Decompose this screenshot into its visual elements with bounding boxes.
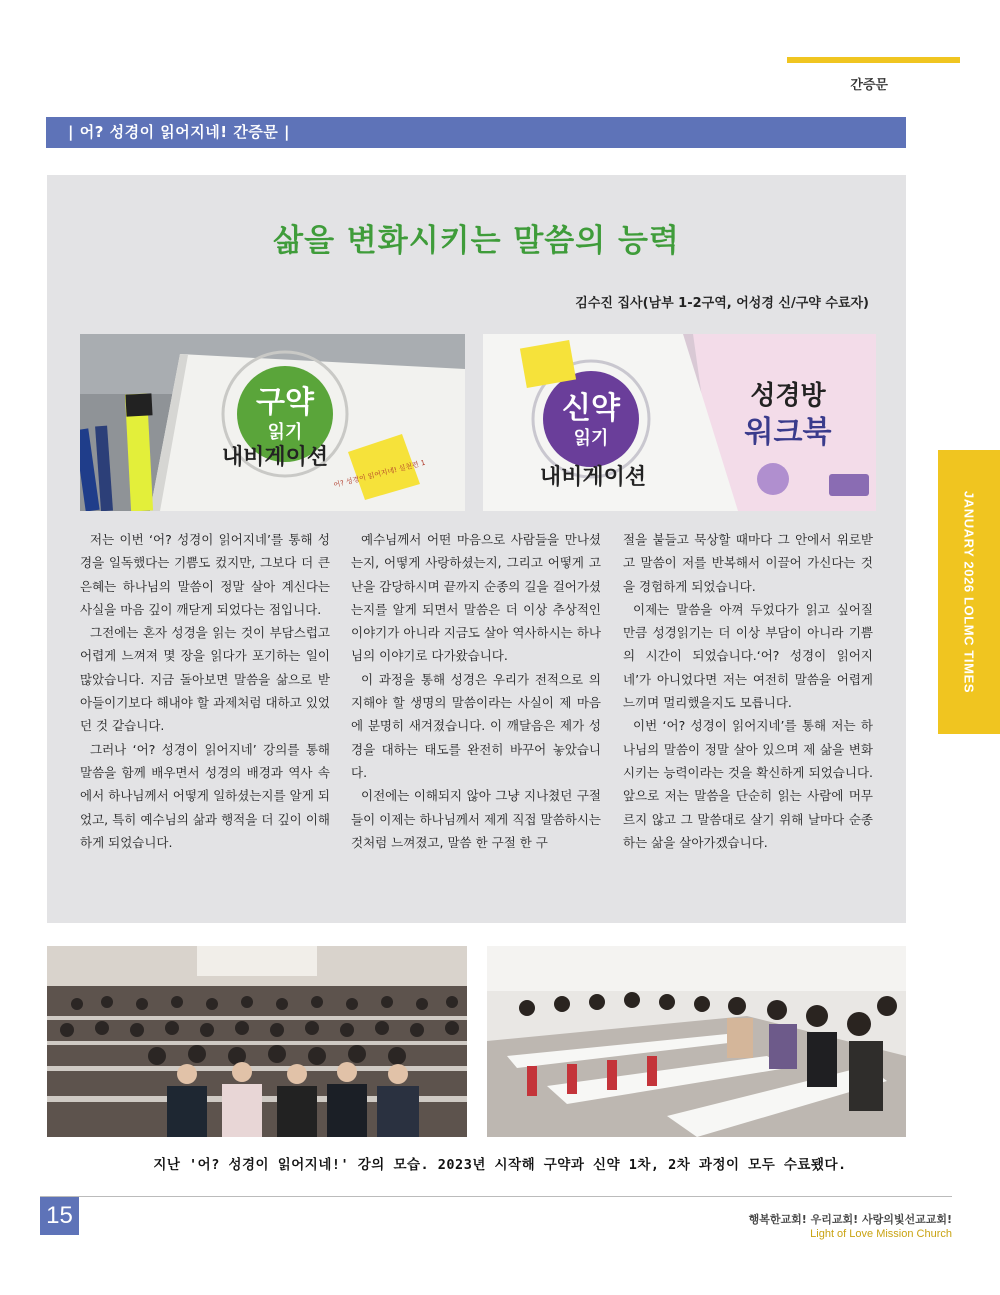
- left-cover-sticker: 어? 성경이 읽어지네! 실천편 1: [332, 458, 427, 490]
- article-byline: 김수진 집사(남부 1-2구역, 어성경 신/구약 수료자): [575, 296, 869, 311]
- photo-class-in-session: [487, 946, 906, 1137]
- article-column-3: [623, 528, 873, 854]
- paragraph: 그러나 ‘어? 성경이 읽어지네’ 강의를 통해 말씀을 함께 배우면서 성경의 배경과 역사 속에서 하나님께서 어떻게 일하셨는지를 알게 되었고, 특히 예수님의 삶과 행적을 더 깊이 이해하게 되었습니다.: [80, 741, 330, 850]
- photo-old-testament-book: [80, 334, 465, 511]
- article-column-1: [80, 528, 330, 854]
- page-number: 15: [40, 1197, 79, 1235]
- paragraph: 이제는 말씀을 아껴 두었다가 읽고 싶어질 만큼 성경읽기는 더 이상 부담이 아니라 기쁨의 시간이 되었습니다.‘어? 성경이 읽어지네’가 아니었다면 저는 여전히 말씀을 어렵게 느끼며 멀리했을지도 모릅니다.: [623, 601, 873, 711]
- paragraph: 그전에는 혼자 성경을 읽는 것이 부담스럽고 어렵게 느껴져 몇 장을 읽다가 포기하는 일이 많았습니다. 지금 돌아보면 말씀을 삶으로 받아들이기보다 해내야 할 과제처럼 대하고 있었던 것 같습니다.: [80, 625, 330, 734]
- right-cover-big-text: 신약: [562, 391, 620, 426]
- footer-rule: [40, 1196, 952, 1197]
- paragraph: 절을 붙들고 묵상할 때마다 그 안에서 위로받고 말씀이 저를 반복해서 이끌어 가신다는 것을 경험하게 되었습니다.: [623, 532, 873, 594]
- left-cover-small-text: 읽기: [267, 422, 303, 443]
- left-cover-big-text: 구약: [256, 385, 314, 420]
- paragraph: 저는 이번 ‘어? 성경이 읽어지네’를 통해 성경을 일독했다는 기쁨도 컸지만, 그보다 더 큰 은혜는 하나님의 말씀이 정말 살아 계신다는 사실을 마음 깊이 깨닫게 되었다는 점입니다.: [80, 532, 330, 617]
- left-cover-subtitle: 내비게이션: [221, 445, 329, 470]
- paragraph: 예수님께서 어떤 마음으로 사람들을 만나셨는지, 어떻게 사랑하셨는지, 그리고 어떻게 고난을 감당하시며 끝까지 순종의 길을 걸어가셨는지를 알게 되면서 말씀은 더 이상 추상적인 이야기가 아니라 지금도 살아 역사하시는 하나님의 이야기로 다가왔습니다.: [351, 532, 601, 664]
- side-issue-label: JANUARY 2026 LOLMC TIMES: [961, 490, 977, 694]
- photo-new-testament-book: [483, 334, 876, 511]
- right-cover-subtitle: 내비게이션: [539, 465, 647, 490]
- section-banner: | 어? 성경이 읽어지네! 간증문 |: [46, 117, 906, 148]
- photo-group-lecture-hall: [47, 946, 467, 1137]
- paragraph: 이번 ‘어? 성경이 읽어지네’를 통해 저는 하나님의 말씀이 정말 살아 있으며 제 삶을 변화시키는 능력이라는 것을 확신하게 되었습니다. 앞으로 저는 말씀을 단순히 읽는 사람에 머무르지 않고 그 말씀대로 살기 위해 날마다 순종하는 삶을 살아가겠습니다.: [623, 718, 873, 850]
- section-label: 간증문: [850, 78, 888, 93]
- right-cover-small-text: 읽기: [573, 428, 609, 449]
- article-column-2: [351, 528, 601, 854]
- footer-church-korean: 행복한교회! 우리교회! 사랑의빛선교교회!: [748, 1213, 952, 1226]
- article-panel: [47, 175, 906, 923]
- paragraph: 이 과정을 통해 성경은 우리가 전적으로 의지해야 할 생명의 말씀이라는 사실이 제 마음에 분명히 새겨졌습니다. 이 깨달음은 제가 성경을 대하는 태도를 완전히 바꾸어 놓았습니다.: [351, 671, 601, 780]
- side-issue-tab: [938, 450, 1000, 734]
- workbook-title-1: 성경방: [750, 381, 826, 411]
- workbook-title-2: 워크북: [744, 415, 832, 450]
- photo-caption: 지난 '어? 성경이 읽어지네!' 강의 모습. 2023년 시작해 구약과 신약 1차, 2차 과정이 모두 수료됐다.: [153, 1157, 847, 1173]
- article-title: 삶을 변화시키는 말씀의 능력: [273, 223, 680, 259]
- paragraph: 이전에는 이해되지 않아 그냥 지나쳤던 구절들이 이제는 하나님께서 제게 직접 말씀하시는 것처럼 느껴졌고, 말씀 한 구절 한 구: [351, 788, 601, 850]
- top-accent-rule: [787, 57, 960, 63]
- footer-church-english: Light of Love Mission Church: [810, 1228, 952, 1240]
